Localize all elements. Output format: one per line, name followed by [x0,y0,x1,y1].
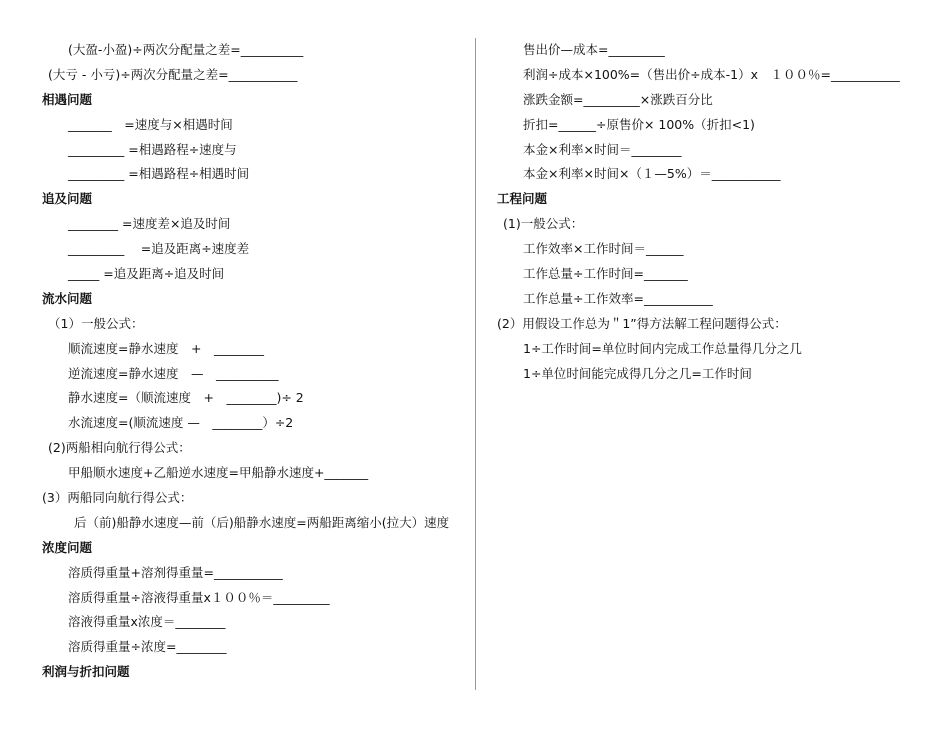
formula-line: _______ =速度与×相遇时间 [68,116,233,132]
formula-line: 利润÷成本×100%=（售出价÷成本-1）x １００％=___________ [523,66,900,82]
column-divider [475,38,476,690]
left-column [42,38,467,685]
formula-line: (大盈-小盈)÷两次分配量之差=__________ [68,42,304,57]
formula-line: (1)一般公式： [503,216,584,232]
formula-line: 本金×利率×时间×（１—5%）＝___________ [523,166,781,182]
right-column [497,38,937,386]
formula-line: (大亏 - 小亏)÷两次分配量之差=___________ [48,66,298,82]
section-heading: 流水问题 [42,290,93,306]
section-heading: 浓度问题 [42,539,93,555]
formula-line: 折扣=______÷原售价× 100%（折扣<1) [523,116,755,132]
formula-line: 1÷单位时间能完成得几分之几=工作时间 [523,365,752,381]
section-heading: 追及问题 [42,191,93,207]
formula-line: (3）两船同向航行得公式： [42,490,193,506]
section-heading: 工程问题 [497,191,548,207]
formula-line: _________ =追及距离÷速度差 [68,241,250,257]
formula-line: 逆流速度=静水速度 — __________ [68,365,279,381]
formula-line: 1÷工作时间=单位时间内完成工作总量得几分之几 [523,340,802,356]
formula-line: 售出价—成本=_________ [523,42,665,57]
formula-line: 工作效率×工作时间＝______ [523,241,684,257]
formula-line: 静水速度=（顺流速度 + ________)÷ 2 [68,390,304,406]
formula-line: 水流速度=(顺流速度 — ________）÷2 [68,415,294,431]
formula-line: 溶质得重量÷溶液得重量x１００％＝_________ [68,589,330,605]
section-heading: 相遇问题 [42,91,93,107]
formula-line: 工作总量÷工作时间=_______ [523,266,688,282]
formula-line: _________ =相遇路程÷相遇时间 [68,166,250,182]
formula-line: （1）一般公式： [48,315,144,331]
formula-line: 溶质得重量+溶剂得重量=___________ [68,564,283,580]
formula-line: 工作总量÷工作效率=___________ [523,290,713,306]
formula-line: 溶液得重量x浓度＝________ [68,614,226,630]
formula-line: 本金×利率×时间＝________ [523,141,682,157]
formula-line: _________ =相遇路程÷速度与 [68,141,237,157]
formula-line: ________ =速度差×追及时间 [68,216,231,232]
formula-line: 甲船顺水速度+乙船逆水速度=甲船静水速度+_______ [68,465,369,481]
formula-line: (2）用假设工作总为＂1”得方法解工程问题得公式： [497,315,787,331]
formula-line: 顺流速度=静水速度 + ________ [68,340,264,356]
formula-line: 后（前)船静水速度—前（后)船静水速度=两船距离缩小(拉大）速度 [74,514,450,530]
formula-line: 溶质得重量÷浓度=________ [68,639,227,655]
formula-line: (2)两船相向航行得公式： [48,440,191,456]
formula-line: _____ =追及距离÷追及时间 [68,266,225,282]
section-heading: 利润与折扣问题 [42,664,130,680]
formula-line: 涨跌金额=_________×涨跌百分比 [523,91,713,107]
